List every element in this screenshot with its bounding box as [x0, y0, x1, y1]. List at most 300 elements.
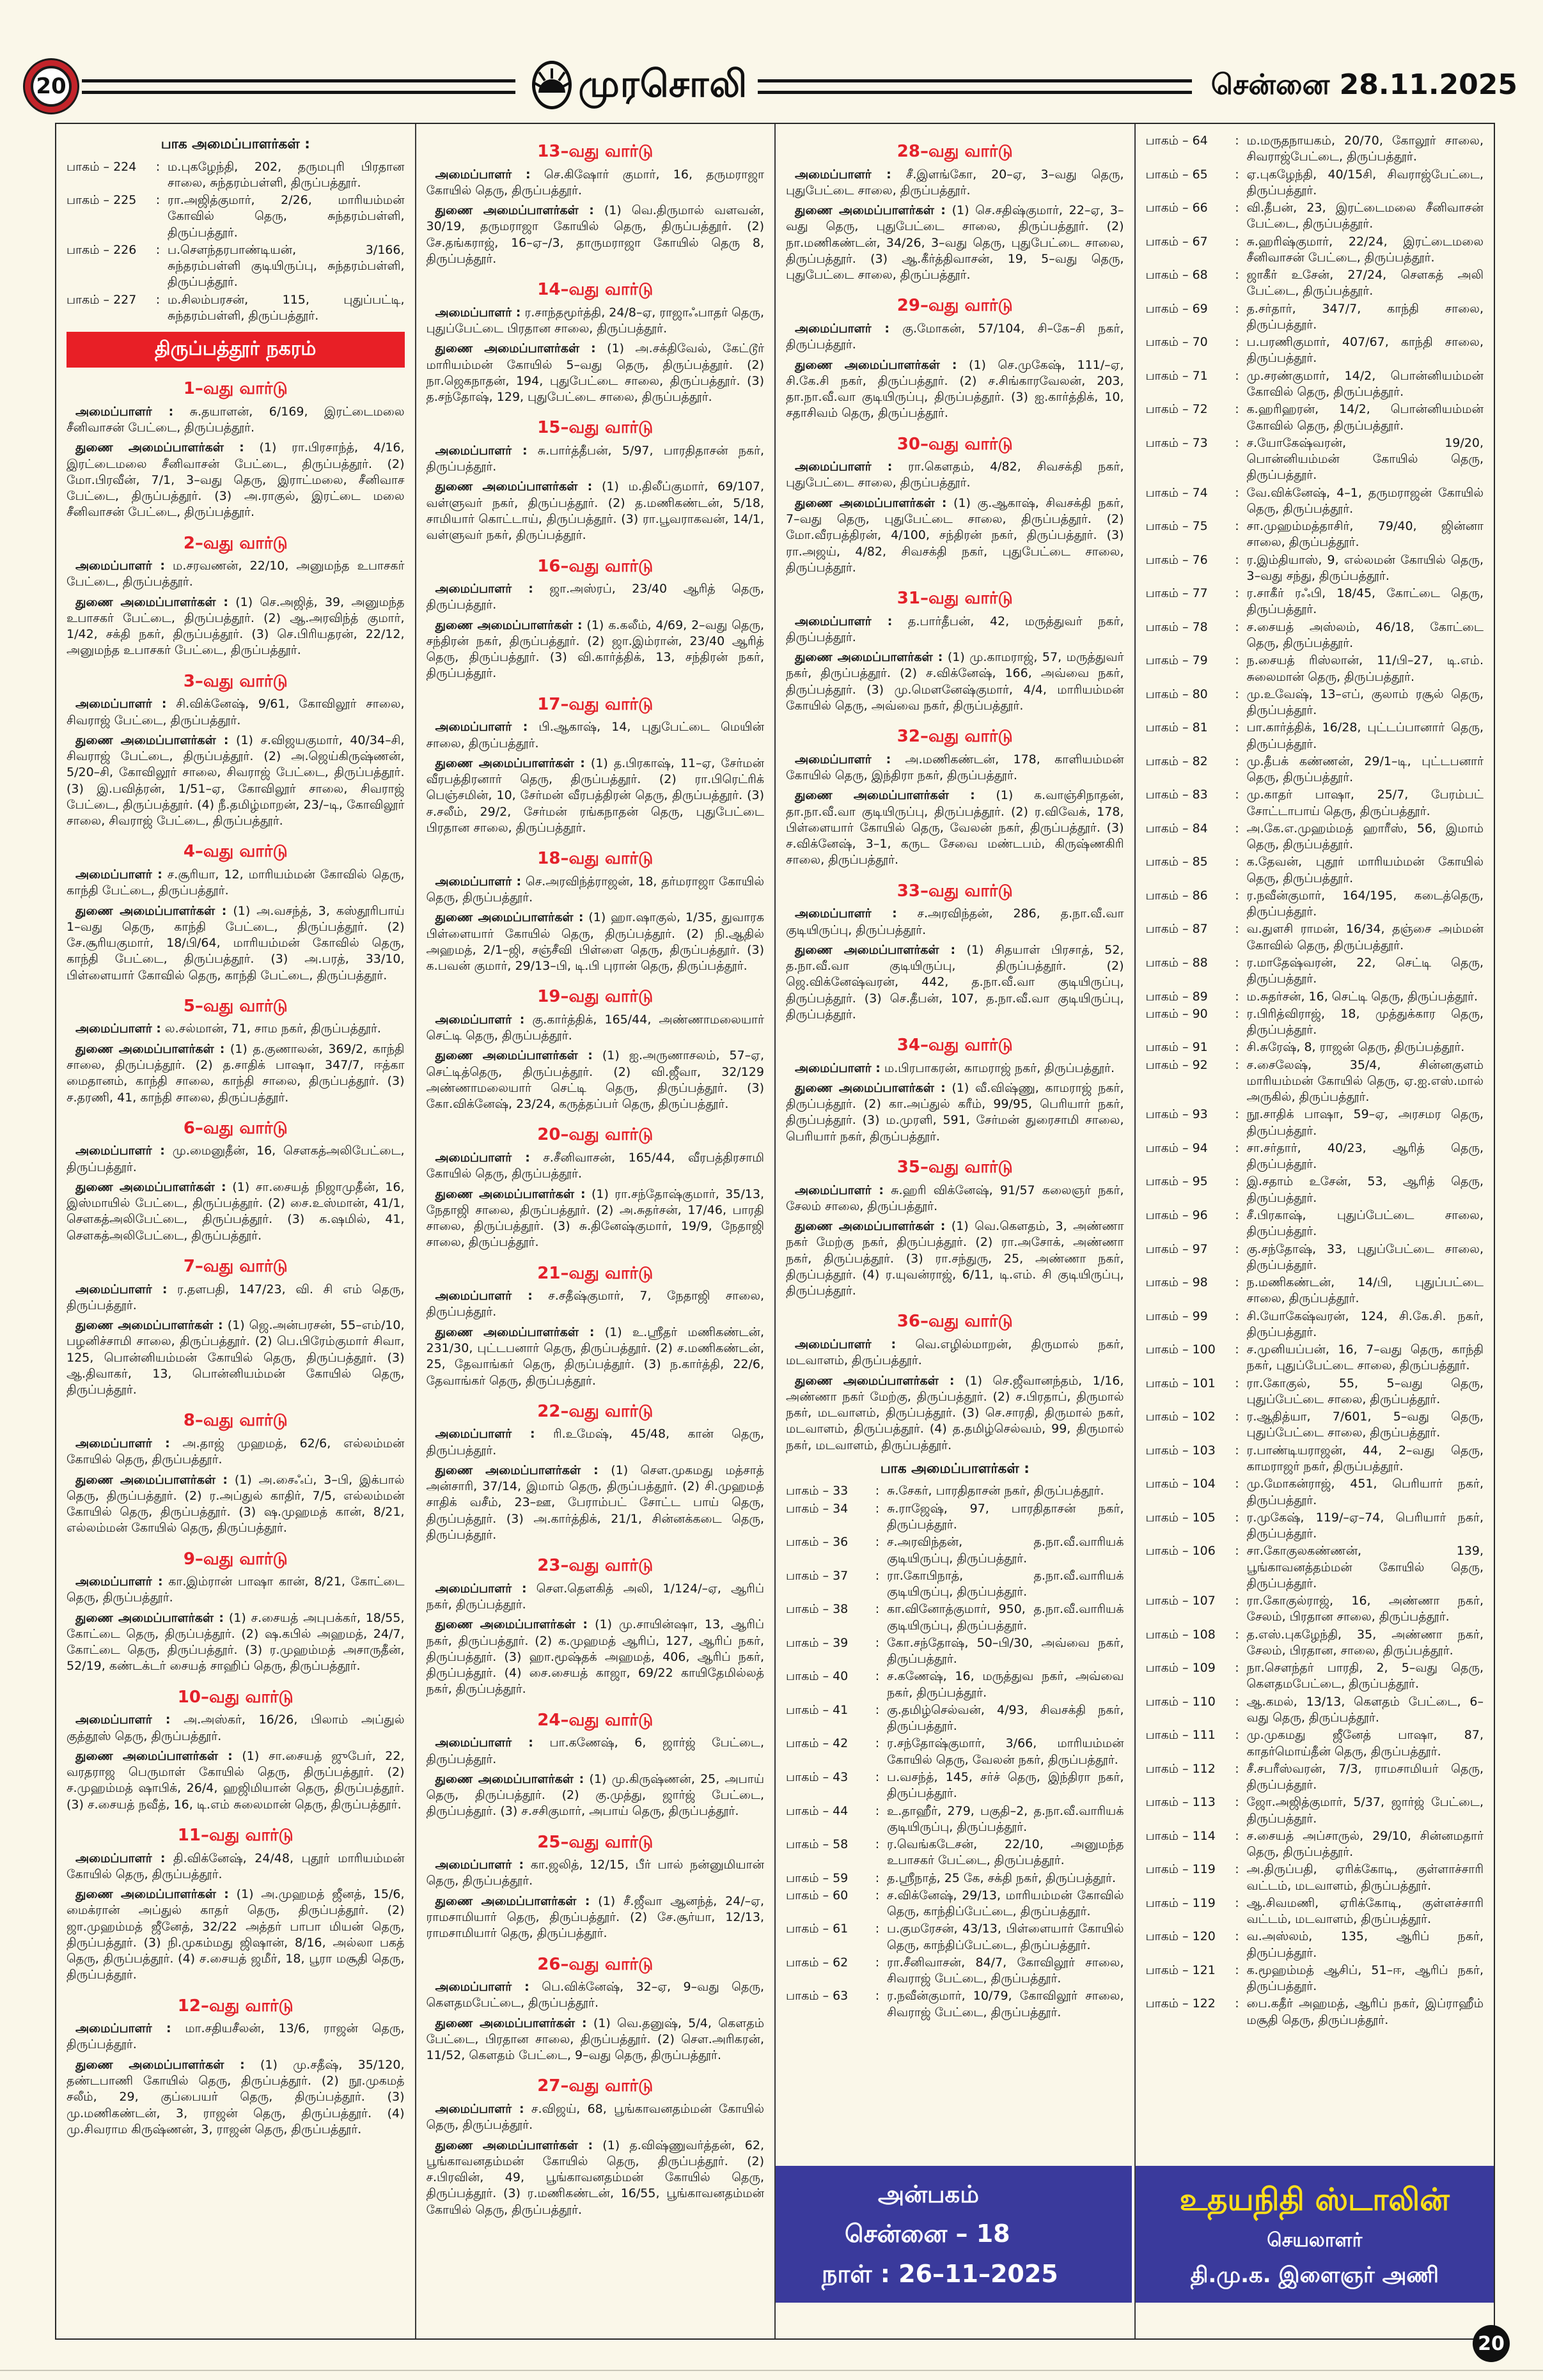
pagam-colon: :	[155, 242, 161, 257]
ward-block	[786, 1303, 1124, 1457]
pagam-number: பாகம் – 101	[1145, 1376, 1216, 1390]
pagam-number: பாகம் – 96	[1145, 1208, 1208, 1222]
footer-office-box	[776, 2166, 1134, 2303]
pagam-entry	[1146, 989, 1484, 1005]
column-2	[416, 124, 776, 2338]
pagam-entry	[1146, 921, 1484, 954]
pagam-number: பாகம் – 75	[1145, 519, 1208, 534]
pagam-entry	[786, 1534, 1124, 1567]
column-4	[1136, 124, 1494, 2338]
deputies-label: துணை அமைப்பாளர்கள் :	[75, 440, 244, 455]
pagam-colon: :	[1235, 1376, 1239, 1390]
pagam-entry	[1146, 1140, 1484, 1173]
ward-organizer: அமைப்பாளர் : ஜா.அஸ்ரப், 23/40 ஆரித் தெரு, திருப்பத்தூர்.	[426, 582, 764, 612]
pagam-entry	[1146, 1275, 1484, 1307]
pagam-colon: :	[1235, 402, 1239, 417]
ward-title: 16–வது வார்டு	[537, 556, 654, 576]
pagam-colon: :	[875, 1501, 880, 1516]
column-1	[56, 124, 416, 2338]
pagam-address: சா.கோகுலகண்ணன், 139, பூங்காவனத்தம்மன் கோயில் தெரு, திருப்பத்தூர்.	[1246, 1544, 1484, 1591]
pagam-number: பாகம் – 36	[786, 1535, 849, 1550]
office-name: அன்பகம்	[878, 2180, 979, 2208]
ward-block	[786, 718, 1124, 872]
ward-organizer: அமைப்பாளர் : ம.சரவணன், 22/10, அனுமந்த உபாசகர் பேட்டை, திருப்பத்தூர்.	[67, 559, 405, 589]
pagam-address: ர.நவீன்குமார், 10/79, கோவிலூர் சாலை, சிவராஜ் பேட்டை, திருப்பத்தூர்.	[887, 1989, 1124, 2019]
pagam-address: க.தேவன், புதூர் மாரியம்மன் கோயில் தெரு, திருப்பத்தூர்.	[1246, 855, 1484, 885]
ward-title: 24–வது வார்டு	[537, 1710, 654, 1730]
pagam-address: ஏ.புகழேந்தி, 40/15சி, சிவராஜ்பேட்டை, திருப்பத்தூர்.	[1246, 167, 1484, 198]
pagam-number: பாகம் – 61	[786, 1922, 849, 1936]
pagam-entry	[1146, 1929, 1484, 1961]
pagam-colon: :	[875, 1669, 880, 1684]
deputies-label: துணை அமைப்பாளர்கள் :	[795, 203, 946, 218]
pagam-entry	[1146, 619, 1484, 652]
organizer-label: அமைப்பாளர் :	[795, 167, 891, 182]
ward-block	[427, 686, 765, 840]
pagam-address: ர.இம்தியாஸ், 9, எல்லமன் கோயில் தெரு, 3–வது சந்து, திருப்பத்தூர்.	[1246, 552, 1484, 583]
ward-deputies: துணை அமைப்பாளர்கள் : (1) ரா.பிரசாந்த், 4/16, இரட்டைமலை சீனிவாசன் பேட்டை, திருப்பத்தூர். (2) மோ.பிரவீன், 7/1, 3–வது தெரு, இராட்மலை, சீனிவாச பேட்டை, திருப்பத்தூர். (3) அ.ராகுல், இரட்டை மலை சீனிவாசன் பேட்டை, திருப்பத்தூர்.	[67, 440, 405, 520]
pagam-address: ச.சைலேஷ், 35/4, சின்னகுளம் மாரியம்மன் கோயில் தெரு, ஏ.ஐ.எஸ்.மால் அருகில், திருப்பத்தூர்.	[1246, 1057, 1484, 1105]
pagam-colon: :	[875, 1922, 880, 1936]
ward-title: 9–வது வார்டு	[183, 1549, 288, 1569]
pagam-colon: :	[155, 193, 161, 208]
pagam-number: பாகம் – 68	[1145, 268, 1208, 283]
pagam-entry	[1146, 518, 1484, 551]
pagam-entry	[1146, 1963, 1484, 1995]
pagam-entry	[786, 1888, 1124, 1920]
pagam-entry	[1146, 1039, 1484, 1055]
ward-deputies: துணை அமைப்பாளர்கள் : (1) ஜெ.அன்பரசன், 55–எம்/10, பழனிச்சாமி சாலை, திருப்பத்தூர். (2) பெ.பிரேம்குமார் சிவா, 125, பொன்னியம்மன் கோயில் தெரு, திருப்பத்தூர். (3) ஆ.திவாகர், 13, பொன்னியம்மன் கோயில் தெரு, திருப்பத்தூர்.	[67, 1318, 405, 1397]
pagam-address: ர.சாகீர் ரஃபி, 18/45, கோட்டை தெரு, திருப்பத்தூர்.	[1246, 586, 1484, 617]
ward-title: 14–வது வார்டு	[537, 280, 654, 300]
ward-block	[427, 1393, 765, 1547]
ward-deputies: துணை அமைப்பாளர்கள் : (1) க.வாஞ்சிநாதன், தா.நா.வீ.வா குடியிருப்பு, திருப்பத்தூர். (2) ர.விவேக், 178, பிள்ளையார் கோயில் தெரு, வேலன் நகர், திருப்பத்தூர். (3) ச.விக்னேஷ், 3–1, கருட சேவை மண்டபம், கிருஷ்ணகிரி சாலை, திருப்பத்தூர்.	[786, 788, 1124, 867]
ward-title: 34–வது வார்டு	[897, 1036, 1013, 1055]
ward-deputies: துணை அமைப்பாளர்கள் : (1) அ.வசந்த், 3, கஸ்தூரிபாய் 1–வது தெரு, காந்தி பேட்டை, திருப்பத்தூர். (2) சே.சூரியகுமார், 18/பி/64, மாரியம்மன் கோவில் தெரு, காந்தி பேட்டை, திருப்பத்தூர். (3) அ.பரத், 33/10, பிள்ளையார் கோவில் தெரு, காந்தி பேட்டை, திருப்பத்தூர்.	[67, 903, 405, 983]
city-banner: திருப்பத்தூர் நகரம்	[67, 332, 405, 368]
pagam-number: பாகம் – 119	[1145, 1895, 1216, 1910]
organizer-label: அமைப்பாளர் :	[435, 1858, 524, 1872]
deputies-label: துணை அமைப்பாளர்கள் :	[435, 2016, 587, 2030]
ward-deputies: துணை அமைப்பாளர்கள் : (1) க.கலீம், 4/69, 2–வது தெரு, சந்திரன் நகர், திருப்பத்தூர். (2) ஜா.இம்ரான், 23/40 ஆரித் தெரு, திருப்பத்தூர். (3) வி.கார்த்திக், 13, சந்திரன் நகர், திருப்பத்தூர்.	[426, 618, 765, 681]
ward-title: 31–வது வார்டு	[897, 589, 1013, 609]
ward-deputies: துணை அமைப்பாளர்கள் : (1) ச.சையத் அபுபக்கர், 18/55, கோட்டை தெரு, திருப்பத்தூர். (2) ஷ.கபில் அஹமத், 24/7, கோட்டை தெரு, திருப்பத்தூர். (3) ர.முஹம்மத் அசாருதீன், 52/19, கண்டக்டர் சையத் சாஹிப் தெரு, திருப்பத்தூர்.	[67, 1610, 405, 1674]
pagam-address: மு.முகமது ஜீனேத் பாஷா, 87, காதர்மொய்தீன் தெரு, திருப்பத்தூர்.	[1246, 1728, 1484, 1759]
office-city: சென்னை – 18	[845, 2220, 1010, 2248]
pagam-number: பாகம் – 67	[1145, 234, 1208, 249]
ward-title: 19–வது வார்டு	[537, 987, 654, 1007]
pagam-number: பாகம் – 79	[1145, 653, 1208, 668]
pagam-entry	[1146, 687, 1484, 719]
ward-title: 33–வது வார்டு	[897, 881, 1013, 901]
ward-block	[786, 1027, 1124, 1149]
deputies-label: துணை அமைப்பாளர்கள் :	[435, 910, 584, 925]
pagam-number: பாகம் – 227	[67, 292, 137, 307]
pagam-address: ச.சையத் அப்சாருல், 29/10, சின்னமதார் தெரு, திருப்பத்தூர்.	[1246, 1828, 1484, 1860]
pagam-address: கோ.சந்தோஷ், 50–பி/30, அவ்வை நகர், திருப்பத்தூர்.	[887, 1635, 1124, 1667]
ward-deputies: துணை அமைப்பாளர்கள் : (1) அ.சைஃப், 3–பி, இக்பால் தெரு, திருப்பத்தூர். (2) ர.அப்துல் காதிர், 7/5, எல்லம்மன் கோயில் தெரு, திருப்பத்தூர். (3) ஷ.முஹமத் கான், 8/21, எல்லம்மன் கோயில் தெரு, திருப்பத்தூர்.	[67, 1472, 405, 1536]
footer-signature-box	[1136, 2166, 1494, 2303]
pagam-address: கா.வினோத்குமார், 950, த.நா.வீ.வாரியக் குடியிருப்பு, திருப்பத்தூர்.	[887, 1602, 1124, 1633]
pagam-colon: :	[1235, 1544, 1239, 1559]
ward-title: 11–வது வார்டு	[177, 1825, 294, 1845]
ward-title: 7–வது வார்டு	[183, 1256, 288, 1276]
pagam-address: பா.கார்த்திக், 16/28, புட்டப்பானார் தெரு, திருப்பத்தூர்.	[1246, 720, 1484, 751]
organizer-label: அமைப்பாளர் :	[75, 2021, 171, 2036]
pagam-colon: :	[1235, 134, 1239, 148]
pagam-colon: :	[1235, 519, 1239, 534]
signatory-org: தி.மு.க. இளைஞர் அணி	[1190, 2262, 1439, 2289]
organizer-label: அமைப்பாளர் :	[795, 460, 893, 474]
pagam-colon: :	[1235, 1594, 1239, 1608]
pagam-address: வே.விக்னேஷ், 4–1, தருமராஜன் கோயில் தெரு, திருப்பத்தூர்.	[1246, 485, 1484, 516]
pagam-number: பாகம் – 38	[786, 1602, 849, 1617]
organizer-label: அமைப்பாளர் :	[435, 2101, 524, 2116]
pagam-address: ம.புகழேந்தி, 202, தருமபுரி பிரதான சாலை, சுந்தரம்பள்ளி, திருப்பத்தூர்.	[168, 159, 405, 190]
pagam-colon: :	[1235, 167, 1239, 182]
ward-organizer: அமைப்பாளர் : ம.பிரபாகரன், காமராஜ் நகர், திருப்பத்தூர்.	[795, 1061, 1115, 1075]
pagam-number: பாகம் – 103	[1145, 1443, 1216, 1458]
ward-title: 20–வது வார்டு	[537, 1125, 654, 1145]
office-date: நாள் : 26–11–2025	[822, 2259, 1058, 2288]
deputies-label: துணை அமைப்பாளர்கள் :	[795, 1219, 946, 1234]
pagam-number: பாகம் – 89	[1145, 989, 1208, 1004]
pagam-number: பாகம் – 87	[1145, 922, 1208, 937]
pagam-address: ம.சிலம்பரசன், 115, புதுப்பட்டி, சுந்தரம்பள்ளி, திருப்பத்தூர்.	[168, 292, 405, 323]
ward-block	[786, 133, 1124, 287]
pagam-number: பாகம் – 70	[1145, 335, 1208, 350]
pagam-colon: :	[1235, 1477, 1239, 1491]
organizer-label: அமைப்பாளர் :	[435, 1289, 533, 1303]
pagam-address: ர.வெங்கடேசன், 22/10, அனுமந்த உபாசகர் பேட்டை, திருப்பத்தூர்.	[887, 1837, 1124, 1868]
header-rule-left	[82, 79, 515, 94]
pagam-address: மு.மோகன்ராஜ், 451, பெரியார் நகர், திருப்பத்தூர்.	[1246, 1477, 1484, 1507]
pagam-number: பாகம் – 91	[1145, 1040, 1208, 1055]
deputies-label: துணை அமைப்பாளர்கள் :	[795, 1373, 955, 1388]
pagam-entry	[1146, 1107, 1484, 1139]
pagam-number: பாகம் – 121	[1145, 1963, 1216, 1977]
ward-deputies: துணை அமைப்பாளர்கள் : (1) உ.ஸ்ரீதர் மணிகண்டன், 231/30, புட்டபனார் தெரு, திருப்பத்தூர். (2) ச.மணிகண்டன், 25, தேவாங்கர் தெரு, திருப்பத்தூர். (3) ந.கார்த்தி, 22/6, தேவாங்கர் தெரு, திருப்பத்தூர்.	[426, 1325, 764, 1388]
pagam-number: பாகம் – 76	[1145, 552, 1208, 567]
organizer-label: அமைப்பாளர் :	[435, 1736, 533, 1750]
ward-title: 6–வது வார்டு	[183, 1118, 288, 1138]
pagam-entry	[67, 159, 405, 192]
pagam-address: ந.சையத் ரிஸ்லான், 11/பி–27, டி.எம். சுலைமான் தெரு, திருப்பத்தூர்.	[1246, 653, 1484, 684]
pagam-number: பாகம் – 63	[786, 1989, 849, 2003]
ward-organizer: அமைப்பாளர் : பி.ஆகாஷ், 14, புதுபேட்டை மெயின் சாலை, திருப்பத்தூர்.	[426, 720, 764, 751]
ward-deputies: துணை அமைப்பாளர்கள் : (1) வீ.விஷ்ணு, காமராஜ் நகர், திருப்பத்தூர். (2) கா.அப்துல் கரீம், 99/95, பெரியார் நகர், திருப்பத்தூர். (3) ம.முரளி, 591, சேர்மன் துரைசாமி சாலை, பெரியார் நகர், திருப்பத்தூர்.	[786, 1080, 1124, 1144]
pagam-number: பாகம் – 225	[67, 193, 137, 208]
pagam-number: பாகம் – 66	[1145, 201, 1208, 215]
page-number-badge	[31, 66, 72, 107]
deputies-label: துணை அமைப்பாளர்கள் :	[795, 495, 947, 510]
pagam-entry	[786, 1769, 1124, 1802]
pagam-colon: :	[1235, 855, 1239, 869]
ward-block	[67, 663, 405, 834]
ward-organizer: அமைப்பாளர் : கா.இம்ரான் பாஷா கான், 8/21, கோட்டை தெரு, திருப்பத்தூர்.	[67, 1575, 405, 1605]
pagam-entry	[1146, 754, 1484, 786]
ward-title: 29–வது வார்டு	[897, 296, 1013, 316]
pagam-number: பாகம் – 72	[1145, 402, 1208, 417]
ward-block	[427, 133, 765, 271]
pagam-number: பாகம் – 69	[1145, 301, 1208, 316]
pagam-number: பாகம் – 93	[1145, 1107, 1208, 1122]
ward-block	[427, 978, 765, 1116]
pagam-address: ப.வசந்த், 145, சர்ச் தெரு, இந்திரா நகர், திருப்பத்தூர்.	[887, 1769, 1124, 1801]
organizer-label: அமைப்பாளர் :	[795, 1183, 884, 1197]
pagam-entry	[1146, 1727, 1484, 1760]
pagam-address: ம.சுதர்சன், 16, செட்டி தெரு, திருப்பத்தூர்.	[1246, 989, 1478, 1004]
deputies-label: துணை அமைப்பாளர்கள் :	[75, 1887, 229, 1902]
pagam-number: பாகம் – 92	[1145, 1057, 1208, 1072]
pagam-entry	[1146, 1543, 1484, 1592]
ward-organizer: அமைப்பாளர் : சு.ஹரி விக்னேஷ், 91/57 கலைஞர் நகர், சேலம் சாலை, திருப்பத்தூர்.	[786, 1183, 1124, 1213]
ward-organizer: அமைப்பாளர் : ர.தளபதி, 147/23, வி. சி எம் தெரு, திருப்பத்தூர்.	[67, 1282, 405, 1312]
deputies-label: துணை அமைப்பாளர்கள் :	[435, 2138, 593, 2152]
pagam-colon: :	[1235, 1006, 1239, 1021]
pagam-address: த.ஸ்ரீநாத், 25 கே, சக்தி நகர், திருப்பத்தூர்.	[887, 1871, 1116, 1885]
pagam-colon: :	[1235, 1140, 1239, 1155]
pagam-entry	[786, 1483, 1124, 1499]
ward-title: 28–வது வார்டு	[897, 142, 1013, 161]
deputies-label: துணை அமைப்பாளர்கள் :	[75, 903, 227, 918]
pagam-address: ம.மருதநாயகம், 20/70, கோலூர் சாலை, சிவராஜ்பேட்டை, திருப்பத்தூர்.	[1246, 134, 1484, 164]
pagam-entry	[1146, 1694, 1484, 1727]
pagam-number: பாகம் – 34	[786, 1501, 849, 1516]
pagam-address: சு.ராஜேஷ், 97, பாரதிதாசன் நகர், திருப்பத்தூர்.	[887, 1501, 1124, 1532]
organizer-label: அமைப்பாளர் :	[75, 1713, 171, 1727]
pagam-address: சி.யோகேஷ்வரன், 124, சி.கே.சி. நகர், திருப்பத்தூர்.	[1246, 1309, 1484, 1339]
pagam-colon: :	[1235, 1208, 1239, 1222]
ward-organizer: அமைப்பாளர் : அ.மணிகண்டன், 178, காளியம்மன் கோயில் தெரு, இந்திரா நகர், திருப்பத்தூர்.	[786, 752, 1124, 783]
organizer-label: அமைப்பாளர் :	[75, 1144, 165, 1158]
ward-block	[427, 1702, 765, 1824]
ward-deputies: துணை அமைப்பாளர்கள் : (1) செ.அஜித், 39, அனுமந்த உபாசகர் பேட்டை, திருப்பத்தூர். (2) ஆ.அரவிந்த் குமார், 1/42, சக்தி நகர், திருப்பத்தூர். (3) செ.பிரியதரன், 22/12, அனுமந்த உபாசகர் பேட்டை, திருப்பத்தூர்.	[67, 595, 405, 658]
organizer-label: அமைப்பாளர் :	[75, 1436, 170, 1451]
pagam-colon: :	[875, 1989, 880, 2003]
ward-block	[67, 525, 405, 663]
pagam-entry	[1146, 1593, 1484, 1626]
deputies-label: துணை அமைப்பாளர்கள் :	[75, 1318, 223, 1333]
pagam-number: பாகம் – 60	[786, 1888, 849, 1902]
deputies-label: துணை அமைப்பாளர்கள் :	[75, 1041, 225, 1056]
deputies-label: துணை அமைப்பாளர்கள் :	[795, 357, 957, 372]
ward-deputies: துணை அமைப்பாளர்கள் : (1) ம.திலீப்குமார், 69/107, வள்ளுவர் நகர், திருப்பத்தூர். (2) த.மணிகண்டன், 5/18, சாமியார் கொட்டாய், திருப்பத்தூர். (3) ரா.பூவராகவன், 14/1, வள்ளுவர் நகர், திருப்பத்தூர்.	[426, 479, 765, 543]
ward-block	[67, 1987, 405, 2142]
pagam-entry	[786, 1568, 1124, 1601]
ward-organizer: அமைப்பாளர் : செ.கிஷோர் குமார், 16, தருமராஜா கோயில் தெரு, திருப்பத்தூர்.	[426, 167, 765, 198]
pagam-number: பாகம் – 88	[1145, 956, 1208, 970]
pagam-number: பாகம் – 86	[1145, 888, 1208, 903]
organizer-label: அமைப்பாளர் :	[435, 1427, 535, 1442]
ward-title: 21–வது வார்டு	[537, 1263, 654, 1283]
pagam-address: நா.சௌந்தர் பாரதி, 2, 5–வது தெரு, கௌதமபேட்டை, திருப்பத்தூர்.	[1246, 1661, 1484, 1692]
pagam-number: பாகம் – 224	[67, 159, 137, 174]
organizer-label: அமைப்பாளர் :	[435, 167, 531, 182]
ward-organizer: அமைப்பாளர் : ச.சீனிவாசன், 165/44, வீரபத்திரசாமி கோயில் தெரு, திருப்பத்தூர்.	[426, 1151, 764, 1181]
pagam-colon: :	[1235, 653, 1239, 668]
pagam-number: பாகம் – 44	[786, 1803, 849, 1818]
ward-deputies: துணை அமைப்பாளர்கள் : (1) த.பிரகாஷ், 11–ஏ, சேர்மன் வீரபத்திரனார் தெரு, திருப்பத்தூர். (2) ரா.பிரெட்ரிக் பெஞ்சமின், 10, சேர்மன் வீரபத்திரன் தெரு, திருப்பத்தூர். (3) ச.சலீம், 29/2, சேர்மன் ரங்கநாதன் தெரு, புதுபேட்டை பிரதான சாலை, திருப்பத்தூர்.	[426, 756, 764, 835]
ward-organizer: அமைப்பாளர் : ச.சூரியா, 12, மாரியம்மன் கோவில் தெரு, காந்தி பேட்டை, திருப்பத்தூர்.	[67, 867, 405, 898]
ward-title: 30–வது வார்டு	[897, 434, 1013, 454]
pagam-address: வ.அஸ்லம், 135, ஆரிப் நகர், திருப்பத்தூர்.	[1246, 1929, 1484, 1960]
deputies-label: துணை அமைப்பாளர்கள் :	[795, 1080, 946, 1095]
organizer-label: அமைப்பாளர் :	[795, 752, 891, 766]
pagam-colon: :	[1235, 1510, 1239, 1525]
pagam-number: பாகம் – 104	[1145, 1477, 1216, 1491]
ward-deputies: துணை அமைப்பாளர்கள் : (1) ஐ.அருணாசலம், 57–ஏ, செட்டித்தெரு, திருப்பத்தூர். (2) வி.ஜீவா, 32/129 அண்ணாமலையார் செட்டி தெரு, திருப்பத்தூர். (3) கோ.விக்னேஷ், 23/24, கருத்தப்பர் தெரு, திருப்பத்தூர்.	[426, 1048, 764, 1112]
organizer-label: அமைப்பாளர் :	[795, 322, 890, 336]
organizer-label: அமைப்பாளர் :	[435, 305, 521, 320]
ward-organizer: அமைப்பாளர் : கு.மோகன், 57/104, சி–கே–சி நகர், திருப்பத்தூர்.	[786, 322, 1124, 352]
organizer-label: அமைப்பாளர் :	[795, 1061, 881, 1075]
ward-deputies: துணை அமைப்பாளர்கள் : (1) மு.கிருஷ்ணன், 25, அபாய் தெரு, திருப்பத்தூர். (2) கு.முத்து, ஜார்ஜ் பேட்டை, திருப்பத்தூர். (3) ச.சசிகுமார், அபாய் தெரு, திருப்பத்தூர்.	[426, 1771, 765, 1819]
deputies-label: துணை அமைப்பாளர்கள் :	[435, 1048, 593, 1063]
ward-organizer: அமைப்பாளர் : ச.விஜய், 68, பூங்காவனதம்மன் கோயில் தெரு, திருப்பத்தூர்.	[426, 2101, 765, 2133]
pagam-address: ரா.கோகுல்ராஜ், 16, அண்ணா நகர், சேலம், பிரதான சாலை, திருப்பத்தூர்.	[1246, 1594, 1484, 1624]
pagam-number: பாகம் – 78	[1145, 619, 1208, 634]
organizer-label: அமைப்பாளர் :	[435, 1980, 529, 1995]
ward-organizer: அமைப்பாளர் : கு.கார்த்திக், 165/44, அண்ணாமலையார் செட்டி தெரு, திருப்பத்தூர்.	[426, 1012, 765, 1043]
pagam-address: பை.கதீர் அஹமத், ஆரிப் நகர், இப்ராஹீம் மசூதி தெரு, திருப்பத்தூர்.	[1246, 1996, 1484, 2027]
pagam-colon: :	[875, 1535, 880, 1550]
ward-title: 18–வது வார்டு	[537, 849, 654, 869]
pagam-address: ச.முனியப்பன், 16, 7–வது தெரு, காந்தி நகர், புதுப்பேட்டை சாலை, திருப்பத்தூர்.	[1246, 1342, 1484, 1373]
pagam-colon: :	[1235, 1694, 1239, 1709]
pagam-number: பாகம் – 65	[1145, 167, 1208, 182]
pagam-colon: :	[1235, 1627, 1239, 1642]
ward-block	[67, 370, 405, 524]
pagam-number: பாகம் – 119	[1145, 1862, 1216, 1877]
deputies-label: துணை அமைப்பாளர்கள் :	[795, 650, 943, 665]
organizer-label: அமைப்பாளர் :	[435, 1012, 525, 1027]
pagam-entry	[1146, 334, 1484, 367]
pagam-address: அ.திருப்பதி, ஏரிக்கோடி, குள்ளாச்சாரி வட்டம், மடவாளம், திருப்பத்தூர்.	[1246, 1862, 1484, 1893]
bottom-page-number-badge	[1473, 2325, 1510, 2362]
pagam-colon: :	[1235, 301, 1239, 316]
pagam-address: ஜாகீர் உசேன், 27/24, சௌகத் அலி பேட்டை, திருப்பத்தூர்.	[1246, 268, 1484, 299]
pagam-number: பாகம் – 59	[786, 1871, 849, 1885]
pagam-address: சா.சர்தார், 40/23, ஆரித் தெரு, திருப்பத்தூர்.	[1246, 1140, 1484, 1172]
pagam-entry	[1146, 1476, 1484, 1509]
pagam-colon: :	[1235, 754, 1239, 768]
ward-title: 27–வது வார்டு	[537, 2076, 654, 2096]
ward-block	[786, 426, 1124, 580]
pagam-number: பாகம் – 74	[1145, 485, 1208, 500]
pagam-address: ர.பாண்டியராஜன், 44, 2–வது தெரு, காமராஜர் நகர், திருப்பத்தூர்.	[1246, 1443, 1484, 1474]
pagam-entry	[1146, 1443, 1484, 1475]
ward-organizer: அமைப்பாளர் : கா.ஜலித், 12/15, பீர் பால் நன்னுமியான் தெரு, திருப்பத்தூர்.	[426, 1858, 764, 1888]
pagam-colon: :	[1235, 1040, 1239, 1055]
ward-block	[786, 1149, 1124, 1303]
pagam-colon: :	[1235, 335, 1239, 350]
ward-block	[67, 833, 405, 987]
ward-title: 10–வது வார்டு	[177, 1687, 294, 1707]
pagam-entry	[1146, 200, 1484, 233]
ward-block	[427, 1946, 765, 2068]
pagam-entry	[1146, 1627, 1484, 1660]
pagam-number: பாகம் – 85	[1145, 855, 1208, 869]
deputies-label: துணை அமைப்பாளர்கள் :	[435, 341, 596, 356]
pagam-address: கு.தமிழ்செல்வன், 4/93, சிவசக்தி நகர், திருப்பத்தூர்.	[887, 1702, 1124, 1734]
ward-title: 35–வது வார்டு	[897, 1158, 1013, 1177]
organizer-label: அமைப்பாளர் :	[75, 867, 162, 882]
ward-deputies: துணை அமைப்பாளர்கள் : (1) கு.ஆகாஷ், சிவசக்தி நகர், 7–வது தெரு, புதுபேட்டை சாலை, திருப்பத்தூர். (2) மோ.வீரபத்திரன், 4/100, சந்திரன் நகர், திருப்பத்தூர். (3) ரா.அஜய், 4/82, சிவசக்தி நகர், புதுபேட்டை சாலை, திருப்பத்தூர்.	[786, 495, 1124, 575]
pagam-number: பாகம் – 106	[1145, 1544, 1216, 1559]
pagam-number: பாகம் – 43	[786, 1769, 849, 1784]
pagam-number: பாகம் – 40	[786, 1669, 849, 1684]
pagam-entry	[1146, 787, 1484, 820]
pagam-address: ப.குமரேசன், 43/13, பிள்ளையார் கோயில் தெரு, காந்திப்பேட்டை, திருப்பத்தூர்.	[887, 1922, 1124, 1952]
ward-deputies: துணை அமைப்பாளர்கள் : (1) த.விஷ்ணுவர்த்தன், 62, பூங்காவனதம்மன் கோயில் தெரு, திருப்பத்தூர். (2) ச.பிரவின், 49, பூங்காவனதம்மன் கோயில் தெரு, திருப்பத்தூர். (3) ர.மணிகண்டன், 16/55, பூங்காவனதம்மன் கோயில் தெரு, திருப்பத்தூர்.	[426, 2138, 764, 2217]
pagam-address: ஆ.சிவமணி, ஏரிக்கோடி, குள்ளச்சாரி வட்டம், மடவாளம், திருப்பத்தூர்.	[1246, 1895, 1484, 1927]
pagam-colon: :	[1235, 1862, 1239, 1877]
ward-organizer: அமைப்பாளர் : ல.சல்மான், 71, சாம நகர், திருப்பத்தூர்.	[75, 1022, 381, 1036]
pagam-colon: :	[1235, 989, 1239, 1004]
pagam-number: பாகம் – 99	[1145, 1309, 1208, 1323]
organizer-label: அமைப்பாளர் :	[75, 1282, 168, 1296]
ward-deputies: துணை அமைப்பாளர்கள் : (1) வெ.தனுஷ், 5/4, கௌதம் பேட்டை, பிரதான சாலை, திருப்பத்தூர். (2) சௌ.அரிகரன், 11/52, கௌதம் பேட்டை, 9–வது தெரு, திருப்பத்தூர்.	[426, 2016, 764, 2063]
pagam-colon: :	[875, 1955, 880, 1970]
ward-block	[67, 1817, 405, 1987]
pagam-colon: :	[155, 292, 161, 307]
pagam-entry	[1146, 1057, 1484, 1106]
ward-deputies: துணை அமைப்பாளர்கள் : (1) அ.சக்திவேல், கேட்டூர் மாரியம்மன் கோயில் 5–வது தெரு, திருப்பத்தூர். (2) நா.ஜெகநாதன், 194, புதுபேட்டை சாலை, திருப்பத்தூர். (3) த.சந்தோஷ், 129, புதுபேட்டை சாலை, திருப்பத்தூர்.	[426, 341, 764, 405]
organizer-label: அமைப்பாளர் :	[435, 443, 528, 458]
ward-deputies: துணை அமைப்பாளர்கள் : (1) ஹா.ஷாகுல், 1/35, துவாரக பிள்ளையார் கோயில் தெரு, திருப்பத்தூர். (2) நி.ஆதில் அஹமத், 2/1–ஜி, சஞ்சீவி பிள்ளை தெரு, திருப்பத்தூர். (3) க.பவன் குமார், 29/13–பி, டி.பி புரான் தெரு, திருப்பத்தூர்.	[426, 910, 764, 974]
pagam-address: ப.சௌந்தரபாண்டியன், 3/166, சுந்தரம்பள்ளி குடியிருப்பு, சுந்தரம்பள்ளி, திருப்பத்தூர்.	[168, 242, 405, 290]
pagam-address: ரா.சீனிவாசன், 84/7, கோவிலூர் சாலை, சிவராஜ் பேட்டை, திருப்பத்தூர்.	[887, 1955, 1124, 1986]
ward-deputies: துணை அமைப்பாளர்கள் : (1) மு.சாயின்ஷா, 13, ஆரிப் நகர், திருப்பத்தூர். (2) க.முஹமத் ஆரிப், 127, ஆரிப் நகர், திருப்பத்தூர். (3) ஹா.மூஷ்தக் அஹமத், 406, ஆரிப் நகர், திருப்பத்தூர். (4) சை.சையத் காஜா, 69/22 காயிதேமில்லத் நகர், திருப்பத்தூர்.	[426, 1617, 765, 1697]
pagam-entry	[786, 1635, 1124, 1668]
pagam-address: ஜோ.அஜித்குமார், 5/37, ஜார்ஜ் பேட்டை, திருப்பத்தூர்.	[1246, 1795, 1484, 1826]
pagam-entry	[786, 1803, 1124, 1836]
pagam-address: த.சர்தார், 347/7, காந்தி சாலை, திருப்பத்தூர்.	[1246, 301, 1484, 332]
ward-organizer: அமைப்பாளர் : சௌ.தௌகித் அலி, 1/124/–ஏ, ஆரிப் நகர், திருப்பத்தூர்.	[426, 1581, 764, 1612]
bottom-page-number: 20	[1478, 2332, 1505, 2355]
pagam-colon: :	[1235, 1107, 1239, 1122]
pagam-number: பாகம் – 105	[1145, 1510, 1216, 1525]
pagam-entry	[1146, 1309, 1484, 1341]
pagam-number: பாகம் – 94	[1145, 1140, 1208, 1155]
ward-block	[67, 1248, 405, 1402]
header-rule-right	[758, 79, 1191, 94]
pagam-entry	[1146, 301, 1484, 334]
pagam-entry	[67, 292, 405, 325]
organizer-label: அமைப்பாளர் :	[75, 1851, 166, 1865]
ward-organizer: அமைப்பாளர் : செ.அரவிந்த்ராஜன், 18, தர்மராஜா கோயில் தெரு, திருப்பத்தூர்.	[426, 874, 765, 905]
ward-deputies: துணை அமைப்பாளர்கள் : (1) செ.சதிஷ்குமார், 22–ஏ, 3–வது தெரு, புதுபேட்டை சாலை, திருப்பத்தூர். (2) நா.மணிகண்டன், 34/26, 3–வது தெரு, புதுபேட்டை சாலை, திருப்பத்தூர். (3) ஆ.கீர்த்திவாசன், 19, 5–வது தெரு, புதுபேட்டை சாலை, திருப்பத்தூர்.	[786, 203, 1124, 283]
pagam-colon: :	[1235, 1929, 1239, 1944]
pagam-address: ச.விக்னேஷ், 29/13, மாரியம்மன் கோவில் தெரு, காந்திப்பேட்டை, திருப்பத்தூர்.	[887, 1888, 1124, 1919]
ward-deputies: துணை அமைப்பாளர்கள் : (1) ரா.சந்தோஷ்குமார், 35/13, நேதாஜி சாலை, திருப்பத்தூர். (2) அ.சுதர்சன், 17/46, பாரதி சாலை, திருப்பத்தூர். (3) சு.தினேஷ்குமார், 19/9, நேதாஜி சாலை, திருப்பத்தூர்.	[426, 1186, 764, 1250]
pagam-colon: :	[1235, 922, 1239, 937]
ward-block	[427, 1547, 765, 1701]
pagam-entry	[1146, 1006, 1484, 1039]
pagam-colon: :	[1235, 1828, 1239, 1843]
pagam-entry	[786, 1837, 1124, 1869]
ward-title: 36–வது வார்டு	[897, 1312, 1013, 1332]
pagam-address: ப.பரணிகுமார், 407/67, காந்தி சாலை, திருப்பத்தூர்.	[1246, 335, 1484, 366]
deputies-label: துணை அமைப்பாளர்கள் :	[75, 1610, 224, 1625]
ward-deputies: துணை அமைப்பாளர்கள் : (1) சா.சையத் நிஜாமுதீன், 16, இஸ்மாயில் பேட்டை, திருப்பத்தூர். (2) சை.உஸ்மான், 41/1, சௌகத்அலிபேட்டை, திருப்பத்தூர். (3) க.ஷமில், 41, சௌகத்அலிபேட்டை, திருப்பத்தூர்.	[67, 1179, 405, 1243]
section-heading: பாக அமைப்பாளர்கள் :	[880, 1460, 1030, 1477]
pagam-address: மு.உவேஷ், 13–எப், குலாம் ரசூல் தெரு, திருப்பத்தூர்.	[1246, 687, 1484, 718]
pagam-address: ச.சையத் அஸ்லம், 46/18, கோட்டை தெரு, திருப்பத்தூர்.	[1246, 619, 1484, 650]
ward-title: 25–வது வார்டு	[537, 1832, 654, 1852]
pagam-entry	[1146, 1174, 1484, 1206]
